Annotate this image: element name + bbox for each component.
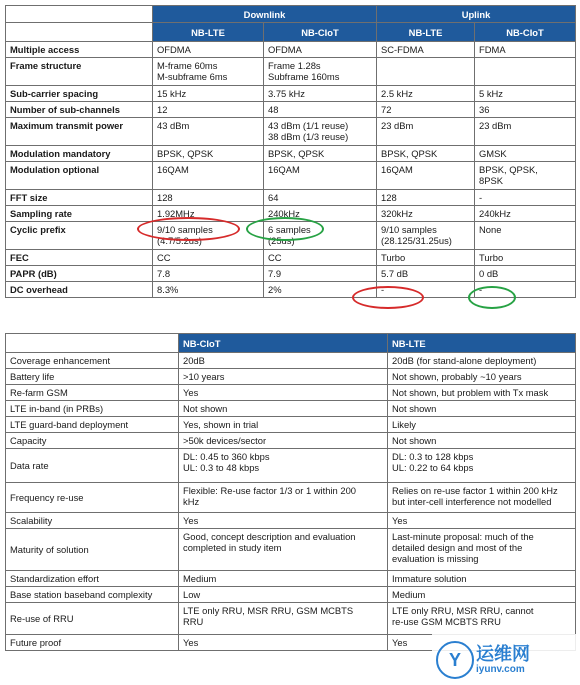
table-cell: DL: 0.45 to 360 kbps UL: 0.3 to 48 kbps (179, 449, 388, 483)
table-cell: 240kHz (475, 206, 576, 222)
table-cell: - (475, 190, 576, 206)
highlight-circle-red-sampling-rate (137, 217, 240, 241)
table-cell: BPSK, QPSK (153, 146, 264, 162)
table-cell: Yes (179, 513, 388, 529)
table-cell: 12 (153, 102, 264, 118)
table2-row (6, 385, 576, 401)
table2-row (6, 587, 576, 603)
row-label: Battery life (6, 369, 179, 385)
table-cell: Likely (388, 417, 576, 433)
site-watermark (432, 634, 576, 682)
table2-row (6, 353, 576, 369)
table-cell: 7.9 (264, 266, 377, 282)
table-cell: - (475, 282, 576, 298)
table2-corner (6, 334, 179, 353)
table-cell: 36 (475, 102, 576, 118)
row-label: PAPR (dB) (6, 266, 153, 282)
table-cell: OFDMA (264, 42, 377, 58)
table-cell: 128 (153, 190, 264, 206)
table2-row (6, 449, 576, 483)
table-cell: Yes (179, 635, 388, 651)
table-cell: Not shown, probably ~10 years (388, 369, 576, 385)
table1-row (6, 190, 576, 206)
table-cell: Flexible: Re-use factor 1/3 or 1 within 200 kHz (179, 483, 388, 513)
table-cell: CC (153, 250, 264, 266)
row-label: Coverage enhancement (6, 353, 179, 369)
table-cell: 20dB (179, 353, 388, 369)
table-cell: >10 years (179, 369, 388, 385)
table1-corner (6, 6, 153, 23)
row-label: Capacity (6, 433, 179, 449)
table-cell: 23 dBm (377, 118, 475, 146)
table-cell: Relies on re-use factor 1 within 200 kHz but inter-cell interference not modelled (388, 483, 576, 513)
table-cell: 3.75 kHz (264, 86, 377, 102)
table1-row (6, 162, 576, 190)
row-label: Data rate (6, 449, 179, 483)
table-cell: 6 samples (25us) (264, 222, 377, 250)
table-cell: 23 dBm (475, 118, 576, 146)
table-cell: 5.7 dB (377, 266, 475, 282)
table-cell: 43 dBm (1/1 reuse) 38 dBm (1/3 reuse) (264, 118, 377, 146)
table-cell: GMSK (475, 146, 576, 162)
row-label: Multiple access (6, 42, 153, 58)
table-cell: BPSK, QPSK (264, 146, 377, 162)
table-cell (475, 58, 576, 86)
table-cell: 320kHz (377, 206, 475, 222)
table1-row (6, 118, 576, 146)
row-label: Re-farm GSM (6, 385, 179, 401)
table1-row (6, 146, 576, 162)
table1-column-header (6, 23, 576, 42)
table-cell: Immature solution (388, 571, 576, 587)
row-label: Modulation optional (6, 162, 153, 190)
table1-row (6, 250, 576, 266)
row-label: Maturity of solution (6, 529, 179, 571)
row-label: Cyclic prefix (6, 222, 153, 250)
highlight-circle-green-sampling-rate (246, 217, 324, 241)
table-cell: Yes (388, 513, 576, 529)
table2-row (6, 513, 576, 529)
table2-row (6, 571, 576, 587)
row-label: DC overhead (6, 282, 153, 298)
col-dl-nb-lte: NB-LTE (153, 23, 264, 42)
col-ul-nb-lte: NB-LTE (377, 23, 475, 42)
table-cell: M-frame 60ms M-subframe 6ms (153, 58, 264, 86)
row-label: Future proof (6, 635, 179, 651)
row-label: Base station baseband complexity (6, 587, 179, 603)
table-cell: 9/10 samples (28.125/31.25us) (377, 222, 475, 250)
table2-row (6, 401, 576, 417)
table2-row (6, 417, 576, 433)
col-nb-lte: NB-LTE (388, 334, 576, 353)
table1-row (6, 86, 576, 102)
table-cell: Not shown (388, 401, 576, 417)
table-cell: Turbo (377, 250, 475, 266)
table-cell: 72 (377, 102, 475, 118)
table-cell: 48 (264, 102, 377, 118)
table-cell: BPSK, QPSK, 8PSK (475, 162, 576, 190)
watermark-logo-icon: Y (436, 641, 474, 679)
table-cell: 15 kHz (153, 86, 264, 102)
row-label: Frequency re-use (6, 483, 179, 513)
table-cell: 16QAM (153, 162, 264, 190)
table-cell: 20dB (for stand-alone deployment) (388, 353, 576, 369)
table-cell: Low (179, 587, 388, 603)
table-cell: 128 (377, 190, 475, 206)
row-label: Sampling rate (6, 206, 153, 222)
table-cell: Medium (179, 571, 388, 587)
comparison-table-air-interface (5, 5, 576, 298)
table-cell: - (377, 282, 475, 298)
highlight-circle-green-papr (468, 286, 516, 309)
table-cell: Yes (388, 635, 576, 651)
row-label: LTE guard-band deployment (6, 417, 179, 433)
watermark-domain: iyunv.com (476, 664, 525, 675)
table-cell: Not shown (179, 401, 388, 417)
table-cell: Last-minute proposal: much of the detailed design and most of the evaluation is missing (388, 529, 576, 571)
table-cell: FDMA (475, 42, 576, 58)
table1-group-header (6, 6, 576, 23)
row-label: Sub-carrier spacing (6, 86, 153, 102)
row-label: Number of sub-channels (6, 102, 153, 118)
table1-corner-2 (6, 23, 153, 42)
row-label: FFT size (6, 190, 153, 206)
table-cell: 8.3% (153, 282, 264, 298)
table-cell: 0 dB (475, 266, 576, 282)
row-label: Maximum transmit power (6, 118, 153, 146)
table-cell: 43 dBm (153, 118, 264, 146)
row-label: Frame structure (6, 58, 153, 86)
table2-row (6, 603, 576, 635)
row-label: Scalability (6, 513, 179, 529)
table-cell: None (475, 222, 576, 250)
table-cell: DL: 0.3 to 128 kbps UL: 0.22 to 64 kbps (388, 449, 576, 483)
uplink-header: Uplink (377, 6, 576, 23)
table-cell: OFDMA (153, 42, 264, 58)
table-cell: 1.92MHz (153, 206, 264, 222)
table-cell: CC (264, 250, 377, 266)
table-cell: 240kHz (264, 206, 377, 222)
table-cell: 9/10 samples (4.7/5.2us) (153, 222, 264, 250)
row-label: FEC (6, 250, 153, 266)
table-cell: 64 (264, 190, 377, 206)
table-cell: 2% (264, 282, 377, 298)
row-label: LTE in-band (in PRBs) (6, 401, 179, 417)
table-cell: 2.5 kHz (377, 86, 475, 102)
table-cell: Good, concept description and evaluation completed in study item (179, 529, 388, 571)
table1-row (6, 58, 576, 86)
table1-row (6, 266, 576, 282)
col-ul-nb-ciot: NB-CIoT (475, 23, 576, 42)
col-nb-ciot: NB-CIoT (179, 334, 388, 353)
row-label: Modulation mandatory (6, 146, 153, 162)
downlink-header: Downlink (153, 6, 377, 23)
table2-row (6, 483, 576, 513)
table1-row (6, 42, 576, 58)
table-cell: 7.8 (153, 266, 264, 282)
table2-row (6, 529, 576, 571)
table-cell: 5 kHz (475, 86, 576, 102)
table2-row (6, 433, 576, 449)
table2-column-header (6, 334, 576, 353)
table-cell: Medium (388, 587, 576, 603)
table-cell: 16QAM (264, 162, 377, 190)
table-cell: BPSK, QPSK (377, 146, 475, 162)
table-cell: Frame 1.28s Subframe 160ms (264, 58, 377, 86)
row-label: Re-use of RRU (6, 603, 179, 635)
table-cell: Turbo (475, 250, 576, 266)
table-cell: >50k devices/sector (179, 433, 388, 449)
highlight-circle-red-papr (352, 286, 424, 309)
table-cell (377, 58, 475, 86)
table-cell: LTE only RRU, MSR RRU, GSM MCBTS RRU (179, 603, 388, 635)
watermark-title: 运维网 (476, 644, 530, 664)
row-label: Standardization effort (6, 571, 179, 587)
table-cell: LTE only RRU, MSR RRU, cannot re-use GSM MCBTS RRU (388, 603, 576, 635)
table-cell: Not shown (388, 433, 576, 449)
table-cell: Yes, shown in trial (179, 417, 388, 433)
table-cell: 16QAM (377, 162, 475, 190)
table-cell: SC-FDMA (377, 42, 475, 58)
col-dl-nb-ciot: NB-CIoT (264, 23, 377, 42)
table2-row (6, 369, 576, 385)
table1-row (6, 102, 576, 118)
table-cell: Yes (179, 385, 388, 401)
comparison-table-features (5, 333, 576, 651)
table-cell: Not shown, but problem with Tx mask (388, 385, 576, 401)
